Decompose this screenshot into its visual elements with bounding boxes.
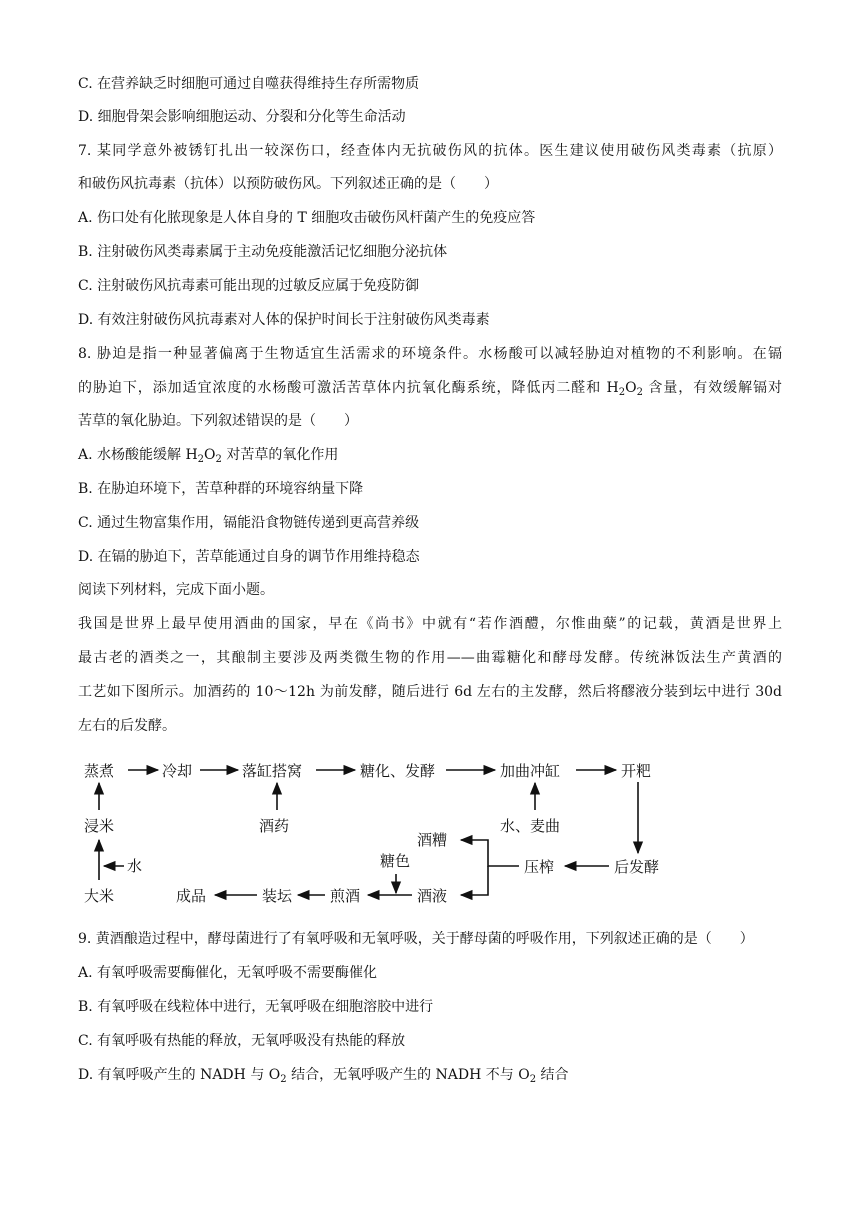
question-9-option-b: B. 有氧呼吸在线粒体中进行，无氧呼吸在细胞溶胶中进行	[78, 999, 434, 1015]
question-7-stem-line2: 和破伤风抗毒素（抗体）以预防破伤风。下列叙述正确的是（ ）	[78, 176, 498, 192]
question-7-option-b: B. 注射破伤风类毒素属于主动免疫能激活记忆细胞分泌抗体	[78, 244, 448, 260]
question-9-stem: 9. 黄酒酿造过程中，酵母菌进行了有氧呼吸和无氧呼吸，关于酵母菌的呼吸作用，下列叙述正确的是（ ）	[78, 931, 754, 947]
node-jiuye: 酒液	[417, 887, 448, 905]
reading-instruction: 阅读下列材料，完成下面小题。	[78, 582, 274, 598]
node-zhengzhu: 蒸煮	[84, 762, 115, 780]
rice-wine-process-diagram	[0, 750, 860, 920]
node-tangse: 糖色	[380, 852, 411, 870]
node-jianjiu: 煎酒	[330, 887, 361, 905]
question-8-option-d: D. 在镉的胁迫下，苦草能通过自身的调节作用维持稳态	[78, 549, 420, 565]
question-7-option-a: A. 伤口处有化脓现象是人体自身的 T 细胞攻击破伤风杆菌产生的免疫应答	[78, 210, 536, 226]
material-line3: 工艺如下图所示。加酒药的 10～12h 为前发酵，随后进行 6d 左右的主发酵，然后将醪液分装到坛中进行 30d	[78, 684, 782, 700]
node-jiaqu: 加曲冲缸	[500, 762, 561, 780]
material-line2: 最古老的酒类之一，其酿制主要涉及两类微生物的作用——曲霉糖化和酵母发酵。传统淋饭法生产黄酒的	[78, 650, 782, 666]
node-chengpin: 成品	[176, 887, 207, 905]
arrow-yazha-jiuzao	[461, 840, 519, 866]
option-c-prev: C. 在营养缺乏时细胞可通过自噬获得维持生存所需物质	[78, 76, 420, 92]
node-jiuzao: 酒糟	[417, 831, 448, 849]
question-7-stem-line1: 7. 某同学意外被锈钉扎出一较深伤口，经查体内无抗破伤风的抗体。医生建议使用破伤风类毒素（抗原）	[78, 143, 782, 159]
question-9-option-c: C. 有氧呼吸有热能的释放，无氧呼吸没有热能的释放	[78, 1033, 406, 1049]
node-luogang: 落缸搭窝	[242, 762, 303, 780]
question-9-option-d: D. 有氧呼吸产生的 NADH 与 $O_2$ 结合，无氧呼吸产生的 NADH 不与 $O_2$ 结合	[78, 1067, 569, 1085]
question-7-option-c: C. 注射破伤风抗毒素可能出现的过敏反应属于免疫防御	[78, 278, 420, 294]
question-8-stem-line1: 8. 胁迫是指一种显著偏离于生物适宜生活需求的环境条件。水杨酸可以减轻胁迫对植物的不利影响。在镉	[78, 346, 782, 362]
node-shui: 水	[127, 857, 143, 875]
material-line1: 我国是世界上最早使用酒曲的国家，早在《尚书》中就有“若作酒醴，尔惟曲蘖”的记载，黄酒是世界上	[78, 616, 782, 632]
arrow-yazha-jiuye	[461, 866, 488, 895]
node-lengque: 冷却	[162, 762, 193, 780]
question-8-option-b: B. 在胁迫环境下，苦草种群的环境容纳量下降	[78, 481, 364, 497]
option-d-prev: D. 细胞骨架会影响细胞运动、分裂和分化等生命活动	[78, 109, 406, 125]
question-8-stem-line2: 的胁迫下，添加适宜浓度的水杨酸可激活苦草体内抗氧化酶系统，降低丙二醛和 $H_2O_2$ 含量，有效缓解镉对	[78, 380, 782, 398]
node-tanghua: 糖化、发酵	[360, 762, 436, 780]
question-9-option-a: A. 有氧呼吸需要酶催化，无氧呼吸不需要酶催化	[78, 965, 378, 981]
question-8-stem-line3: 苦草的氧化胁迫。下列叙述错误的是（ ）	[78, 413, 358, 429]
question-7-option-d: D. 有效注射破伤风抗毒素对人体的保护时间长于注射破伤风类毒素	[78, 312, 490, 328]
material-line4: 左右的后发酵。	[78, 718, 176, 734]
node-houfajiao: 后发酵	[614, 858, 660, 876]
node-dami: 大米	[84, 887, 115, 905]
node-shuimaiqu: 水、麦曲	[500, 817, 561, 835]
node-jinmi: 浸米	[84, 817, 115, 835]
question-8-option-a: A. 水杨酸能缓解 $H_2O_2$ 对苦草的氧化作用	[78, 447, 339, 465]
node-kaipa: 开粑	[621, 762, 652, 780]
node-zhuangtan: 装坛	[262, 887, 293, 905]
question-8-option-c: C. 通过生物富集作用，镉能沿食物链传递到更高营养级	[78, 515, 420, 531]
node-yazha: 压榨	[524, 858, 555, 876]
node-jiuyao: 酒药	[259, 817, 290, 835]
